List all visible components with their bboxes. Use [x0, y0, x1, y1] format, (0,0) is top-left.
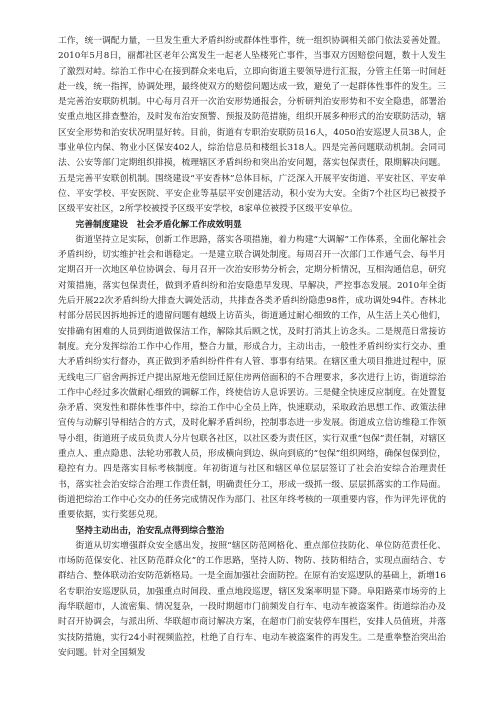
section-heading-security-rectification: 坚持主动出击，治安乱点得到综合整治 — [75, 525, 225, 536]
paragraph-security-rectification: 街道从切实增强群众安全感出发，按照“辖区防范网格化、重点部位技防化、单位防范责任化、市场防范保安化、社区防范群众化”的工作思路，坚持人防、物防、技防相结合，实现点面结合、专群结合、整体联动治安防范新格局。一是全面加强社会面防控。在原有治安巡逻队的基础上，新增16名专职治安巡逻队员，加强重点时间段、重点地段巡逻，辖区发案率明显下降。阜阳路菜市场旁的上海华联超市，人流密集、情况复杂，一段时期超市门前频发自行车、电动车被盗案件。街道综治办及时召开协调会，与派出所、华联超市商讨解决方案，在超市门前安装停车围栏，安排人员值班，并落实技防措施，实行24小时视频监控，杜绝了自行车、电动车被盗案件的再发生。二是重拳整治突出治安问题。针对全国频发 — [58, 540, 446, 658]
paragraph-conflict-resolution: 街道坚持立足实际，创新工作思路，落实各项措施，着力构建“大调解”工作体系，全面化解社会矛盾纠纷，切实维护社会和谐稳定。一是建立联合调处制度。每周召开一次部门工作通气会、每半月定期召开一次地区单位协调会、每月召开一次治安形势分析会，定期分析情况，互相沟通信息，研究对策措施，落实包保责任，做到矛盾纠纷和治安隐患早发现、早解决，严控事态发展。2010年全街先后开展22次矛盾纠纷大排查大调处活动，共排查各类矛盾纠纷隐患98件，成功调处94件。杏林北村部分居民因拆地拆迁的遗留问题有越级上访苗头，街道通过耐心细致的工作，从生活上关心他们，安排确有困难的人员到街道做保洁工作，解除其后顾之忧，及时打消其上访念头。二是规范日常接访制度。充分发挥综治工作中心作用，整合力量，形成合力，主动出击，一般性矛盾纠纷实行交办、重大矛盾纠纷实行督办，真正做到矛盾纠纷件件有人管、事事有结果。在辖区重大项目推进过程中，原无线电三厂宿舍两拆迁户提出原地无偿回迁原住房两倍面积的不合理要求，多次进行上访，街道综治工作中心经过多次做耐心细致的调解工作，终使信访人息诉罢访。三是健全快速反应制度。在处置复杂矛盾、突发性和群体性事件中，综治工作中心全员上阵，快速联动，采取政治思想工作、政策法律宣传与动解引导相结合的方式，及时化解矛盾纠纷，控制事态进一步发展。街道成立信访维稳工作领导小组，街道班子成员负责人分片包联各社区，以社区委为责任区，实行双重“包保”责任制，对辖区重点人、重点隐患、法轮功邪教人员，形成横向到边、纵向到底的“包保”组织网络，确保包保到位，稳控有力。四是落实目标考核制度。年初街道与社区和辖区单位层层签订了社会治安综合治理责任书，落实社会治安综合治理工作责任制，明确责任分工，形成一级抓一级、层层抓落实的工作局面。街道把综治工作中心交办的任务完成情况作为部门、社区年终考核的一项重要内容，作为评先评优的重要依据，实行奖惩兑现。 — [58, 234, 446, 521]
section-heading-conflict-resolution: 完善制度建设 社会矛盾化解工作成效明显 — [75, 219, 242, 230]
document-page — [58, 34, 446, 661]
paragraph-governance-mechanisms: 工作，统一调配力量，一旦发生重大矛盾纠纷或群体性事件，统一组织协调相关部门依法妥善处置。2010年5月8日，丽都社区老年公寓发生一起老人坠楼死亡事件，当事双方因赔偿问题，数十人发生了激烈对峙。综治工作中心在接到群众来电后，立即向街道主要领导进行汇报，分管主任第一时间赶赴一线，统一指挥，协调处理，最终使双方的赔偿问题达成一致，避免了一起群体性事件的发生。三是完善治安联防机制。中心每月召开一次治安形势通报会，分析研判治安形势和不安全隐患，部署治安重点地区排查整治，及时发布治安预警、预报及防范措施，组织开展多种形式的治安联防活动，辖区安全形势和治安状况明显好转。目前，街道有专职治安联防员16人，4050治安巡逻人员38人，企事业单位内保、物业小区保安402人，综治信息员和楼组长318人。四是完善问题联动机制。会同司法、公安等部门定期组织排摸，梳理辖区矛盾纠纷和突出治安问题，落实包保责任，限期解决问题。五是完善平安联创机制。围绕建设“平安香林”总体目标，广泛深入开展平安街道、平安社区、平安单位、平安学校、平安医院、平安企业等基层平安创建活动，积小安为大安。全街7个社区均已被授予区级平安社区，2所学校被授予区级平安学校，8家单位被授予区级平安单位。 — [58, 36, 446, 215]
